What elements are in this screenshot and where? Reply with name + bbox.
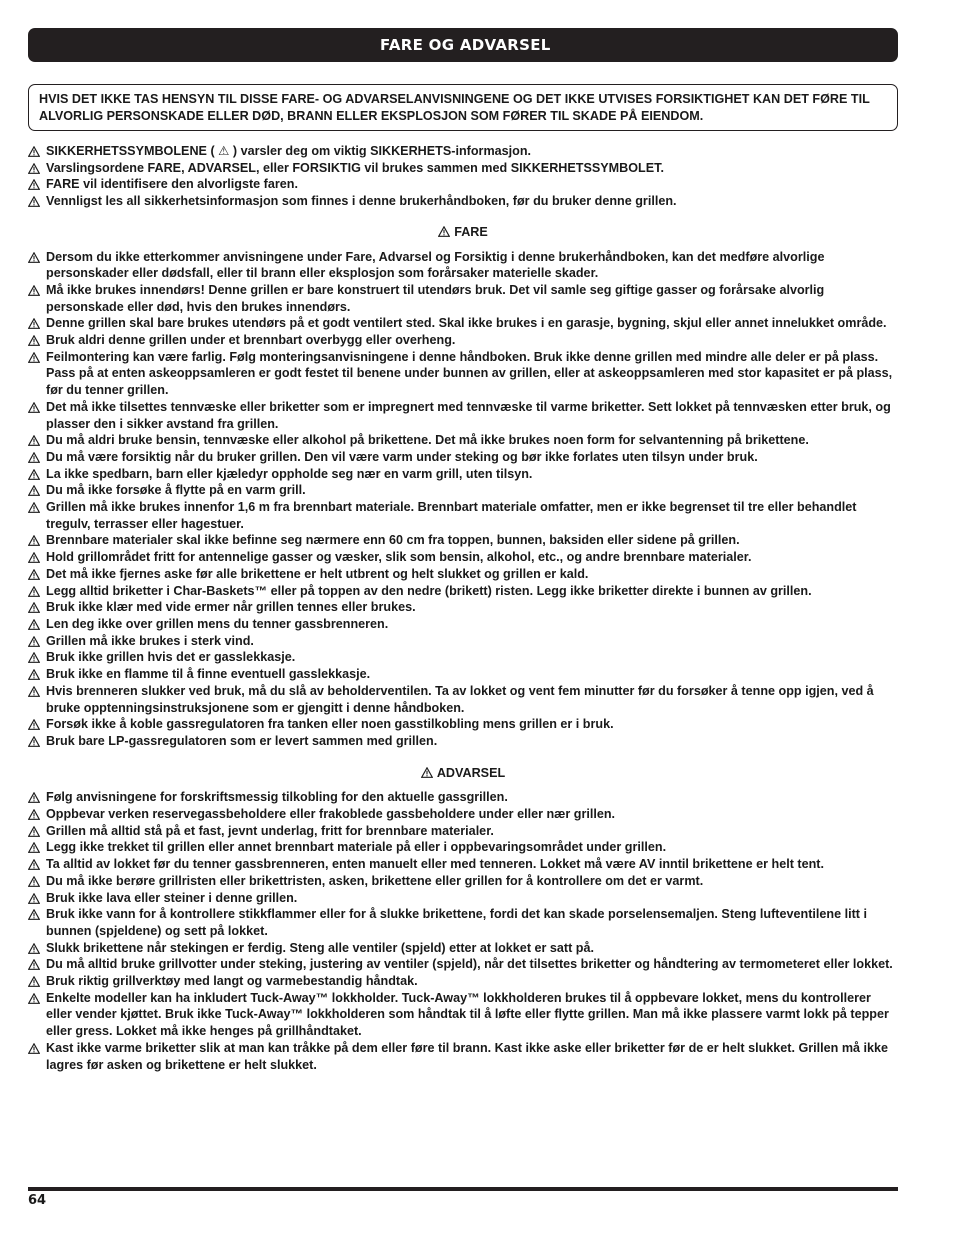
fare-item: [28, 432, 898, 449]
warning-triangle-icon: [28, 736, 40, 747]
warning-triangle-icon: [28, 842, 40, 853]
advarsel-item-text: Du må ikke berøre grillristen eller brikettristen, asken, brikettene eller grillen for å kontrollere om det er varmt.: [46, 873, 704, 888]
advarsel-item-text: Kast ikke varme briketter slik at man kan tråkke på dem eller føre til brann. Kast ikke aske eller briketter før de er helt slukket. Grillen må ikke lagres før asken og brikettene er helt slukket.: [46, 1040, 889, 1072]
advarsel-item: [28, 856, 898, 873]
intro-item-text: Varslingsordene FARE, ADVARSEL, eller FORSIKTIG vil brukes sammen med SIKKERHETSSYMBOLET.: [46, 160, 664, 175]
intro-item: [28, 160, 898, 177]
warning-triangle-icon: [28, 402, 40, 413]
fare-item-text: Må ikke brukes innendørs! Denne grillen er bare konstruert til utendørs bruk. Det vil samle seg giftige gasser og forårsake alvorlig personskade eller død, hvis den brukes innendørs.: [46, 282, 825, 314]
warning-triangle-icon: [28, 669, 40, 680]
warning-triangle-icon: [28, 569, 40, 580]
advarsel-item: [28, 1040, 898, 1073]
fare-item-text: Dersom du ikke etterkommer anvisningene under Fare, Advarsel og Forsiktig i denne brukerhåndboken, kan det medføre alvorlige personskader eller dødsfall, eller til brann eller eksplosjon som forårsaker materielle skader.: [46, 249, 825, 281]
advarsel-item: [28, 823, 898, 840]
fare-item-text: Legg alltid briketter i Char-Baskets™ eller på toppen av den nedre (brikett) risten. Legg ikke briketter direkte i bunnen av grillen.: [46, 583, 812, 598]
fare-item-text: Bruk ikke en flamme til å finne eventuell gasslekkasje.: [46, 667, 371, 682]
fare-item: [28, 249, 898, 282]
advarsel-item-text: Bruk ikke vann for å kontrollere stikkflammer eller for å slukke brikettene, fordi det kan skade porselensemaljen. Steng lufteventilene litt i bunnen (spjeldene) og sett på lokket.: [46, 907, 867, 938]
advarsel-item: [28, 973, 898, 990]
fare-item-text: Bruk bare LP-gassregulatoren som er levert sammen med grillen.: [46, 733, 438, 748]
warning-triangle-icon: [28, 535, 40, 546]
warning-triangle-icon: [28, 285, 40, 296]
fare-item-text: Denne grillen skal bare brukes utendørs på et godt ventilert sted. Skal ikke brukes i en garasje, bygning, skjul eller annet innelukket område.: [46, 316, 887, 331]
advarsel-item-text: Bruk ikke lava eller steiner i denne grillen.: [46, 890, 298, 905]
advarsel-item-text: Du må alltid bruke grillvotter under steking, justering av ventiler (spjeld), når det tilsettes briketter og håndtering av termometeret eller lokket.: [46, 957, 893, 972]
fare-item-text: Du må aldri bruke bensin, tennvæske eller alkohol på brikettene. Det må ikke brukes noen form for selvantenning på brikettene.: [46, 433, 809, 448]
fare-item: [28, 282, 898, 315]
intro-item: [28, 176, 898, 193]
fare-item: [28, 683, 898, 716]
advarsel-item-text: Ta alltid av lokket før du tenner gassbrenneren, enten manuelt eller med tenneren. Lokket må være AV inntil brikettene er helt tent.: [46, 857, 824, 872]
warning-triangle-icon: [28, 335, 40, 346]
warning-triangle-icon: [28, 352, 40, 363]
advarsel-item-text: Legg ikke trekket til grillen eller annet brennbart materiale på eller i oppbevaringsområdet under grillen.: [46, 840, 667, 855]
fare-heading: [28, 224, 898, 241]
warning-triangle-icon: [28, 469, 40, 480]
fare-item-text: Det må ikke fjernes aske før alle brikettene er helt utbrent og helt slukket og grillen er kald.: [46, 566, 589, 581]
advarsel-item-text: Bruk riktig grillverktøy med langt og varmebestandig håndtak.: [46, 974, 418, 989]
warning-triangle-icon: [28, 552, 40, 563]
fare-item-text: Det må ikke tilsettes tennvæske eller briketter som er impregnert med tennvæske til varme briketter. Sett lokket på tennvæsken etter bruk, og plasser den i sikker avstand fra grillen.: [46, 399, 891, 431]
warning-triangle-icon: [28, 619, 40, 630]
warning-triangle-icon: [28, 893, 40, 904]
fare-item: [28, 716, 898, 733]
advarsel-item-text: Oppbevar verken reservegassbeholdere eller frakoblede gassbeholdere under eller nær grillen.: [46, 807, 616, 822]
warning-triangle-icon: [28, 602, 40, 613]
warning-triangle-icon: [28, 876, 40, 887]
advarsel-item-text: Følg anvisningene for forskriftsmessig tilkobling for den aktuelle gassgrillen.: [46, 790, 508, 805]
fare-item: [28, 583, 898, 600]
warning-triangle-icon: [28, 719, 40, 730]
fare-item-text: Feilmontering kan være farlig. Følg monteringsanvisningene i denne håndboken. Bruk ikke denne grillen med mindre alle deler er på plass. Pass på at enten askeoppsamleren er godt festet til benene under bunnen av grillen, eller at askeoppsamleren med stor kapasitet er på plass, før du tenner grillen.: [46, 349, 893, 398]
warning-triangle-icon: [28, 146, 40, 157]
warning-triangle-icon: [438, 226, 450, 237]
advarsel-item: [28, 956, 898, 973]
advarsel-item: [28, 873, 898, 890]
section-title: FARE OG ADVARSEL: [380, 36, 551, 54]
fare-item-text: Grillen må ikke brukes innenfor 1,6 m fra brennbart materiale. Brennbart materiale omfatter, men er ikke begrenset til tre eller behandlet tregulv, terrasser eller hagestuer.: [46, 500, 857, 531]
advarsel-item: [28, 990, 898, 1040]
advarsel-heading: [28, 765, 898, 782]
warning-triangle-icon: [28, 943, 40, 954]
warning-triangle-icon: [28, 435, 40, 446]
fare-item: [28, 349, 898, 399]
warning-triangle-icon: [28, 502, 40, 513]
fare-item: [28, 332, 898, 349]
advarsel-item: [28, 806, 898, 823]
warning-triangle-icon: [28, 163, 40, 174]
fare-item-text: Len deg ikke over grillen mens du tenner gassbrenneren.: [46, 616, 389, 631]
intro-item-text: Vennligst les all sikkerhetsinformasjon som finnes i denne brukerhåndboken, før du bruker denne grillen.: [46, 194, 677, 209]
fare-item-text: Bruk aldri denne grillen under et brennbart overbygg eller overheng.: [46, 333, 456, 348]
fare-item: [28, 633, 898, 650]
safety-content: [28, 143, 898, 1073]
advarsel-item: [28, 940, 898, 957]
fare-item: [28, 666, 898, 683]
intro-item-text: FARE vil identifisere den alvorligste faren.: [46, 177, 298, 192]
page-number: 64: [28, 1193, 47, 1208]
fare-item-text: Bruk ikke grillen hvis det er gasslekkasje.: [46, 650, 296, 665]
fare-item: [28, 549, 898, 566]
fare-list: [28, 249, 898, 750]
fare-heading-label: FARE: [454, 224, 488, 239]
fare-item: [28, 399, 898, 432]
advarsel-heading-label: ADVARSEL: [436, 765, 506, 780]
intro-item: [28, 193, 898, 210]
fare-item: [28, 499, 898, 532]
warning-triangle-icon: [28, 485, 40, 496]
section-header-bar: [28, 28, 898, 62]
advarsel-item-text: Enkelte modeller kan ha inkludert Tuck-Away™ lokkholder. Tuck-Away™ lokkholderen brukes til å oppbevare lokket, mens du kontrollerer eller vender kjøttet. Bruk ikke Tuck-Away™ lokkholderen som håndtak til å løfte eller flytte grillen. Man må ikke plassere varmt lokk på tepper eller gress. Lokket må ikke henges på grillhåndtaket.: [46, 990, 889, 1039]
fare-item: [28, 649, 898, 666]
fare-item-text: Bruk ikke klær med vide ermer når grillen tennes eller brukes.: [46, 600, 416, 615]
fare-item-text: Hold grillområdet fritt for antennelige gasser og væsker, slik som bensin, alkohol, etc., og andre brennbare materialer.: [46, 550, 752, 565]
fare-item-text: Du må ikke forsøke å flytte på en varm grill.: [46, 483, 306, 498]
fare-item: [28, 532, 898, 549]
fare-item-text: Grillen må ikke brukes i sterk vind.: [46, 633, 254, 648]
intro-list: [28, 143, 898, 210]
fare-item: [28, 315, 898, 332]
intro-item: [28, 143, 898, 160]
footer-rule: [28, 1187, 898, 1191]
warning-triangle-icon: [28, 826, 40, 837]
fare-item: [28, 466, 898, 483]
warning-triangle-icon: [421, 767, 433, 778]
warning-triangle-icon: [28, 196, 40, 207]
warning-triangle-icon: [28, 179, 40, 190]
warning-box-text: HVIS DET IKKE TAS HENSYN TIL DISSE FARE- OG ADVARSELANVISNINGENE OG DET IKKE UTVISES FORSIKTIGHET KAN DET FØRE TIL ALVORLIG PERSONSKADE ELLER DØD, BRANN ELLER EKSPLOSJON SOM FØRER TIL SKADE PÅ EIENDOM.: [39, 92, 870, 123]
fare-item: [28, 449, 898, 466]
advarsel-item: [28, 906, 898, 939]
warning-triangle-icon: [28, 586, 40, 597]
fare-item-text: Brennbare materialer skal ikke befinne seg nærmere enn 60 cm fra toppen, bunnen, baksiden eller sidene på grillen.: [46, 533, 740, 548]
fare-item: [28, 733, 898, 750]
warning-triangle-icon: [28, 976, 40, 987]
fare-item-text: La ikke spedbarn, barn eller kjæledyr oppholde seg nær en varm grill, uten tilsyn.: [46, 466, 533, 481]
advarsel-item-text: Grillen må alltid stå på et fast, jevnt underlag, fritt for brennbare materialer.: [46, 823, 494, 838]
advarsel-item-text: Slukk brikettene når stekingen er ferdig. Steng alle ventiler (spjeld) etter at lokket er satt på.: [46, 940, 595, 955]
warning-box: [28, 84, 898, 131]
advarsel-item: [28, 789, 898, 806]
fare-item-text: Du må være forsiktig når du bruker grillen. Den vil være varm under steking og bør ikke forlates uten tilsyn under bruk.: [46, 449, 758, 464]
fare-item-text: Hvis brenneren slukker ved bruk, må du slå av beholderventilen. Ta av lokket og vent fem minutter før du forsøker å tenne opp igjen, ved å bruke opptenningsinstruksjonene som er gjengitt i denne håndboken.: [46, 683, 874, 715]
fare-item: [28, 482, 898, 499]
warning-triangle-icon: [28, 636, 40, 647]
advarsel-list: [28, 789, 898, 1073]
warning-triangle-icon: [28, 792, 40, 803]
warning-triangle-icon: [28, 909, 40, 920]
warning-triangle-icon: [28, 252, 40, 263]
warning-triangle-icon: [28, 686, 40, 697]
warning-triangle-icon: [28, 452, 40, 463]
warning-triangle-icon: [28, 809, 40, 820]
advarsel-item: [28, 890, 898, 907]
fare-item: [28, 599, 898, 616]
warning-triangle-icon: [28, 993, 40, 1004]
fare-item-text: Forsøk ikke å koble gassregulatoren fra tanken eller noen gasstilkobling mens grillen er i bruk.: [46, 717, 614, 732]
warning-triangle-icon: [28, 1043, 40, 1054]
warning-triangle-icon: [28, 859, 40, 870]
warning-triangle-icon: [28, 318, 40, 329]
fare-item: [28, 566, 898, 583]
warning-triangle-icon: [28, 652, 40, 663]
warning-triangle-icon: [28, 959, 40, 970]
fare-item: [28, 616, 898, 633]
advarsel-item: [28, 839, 898, 856]
intro-item-text: SIKKERHETSSYMBOLENE ( ⚠ ) varsler deg om viktig SIKKERHETS-informasjon.: [46, 144, 532, 158]
